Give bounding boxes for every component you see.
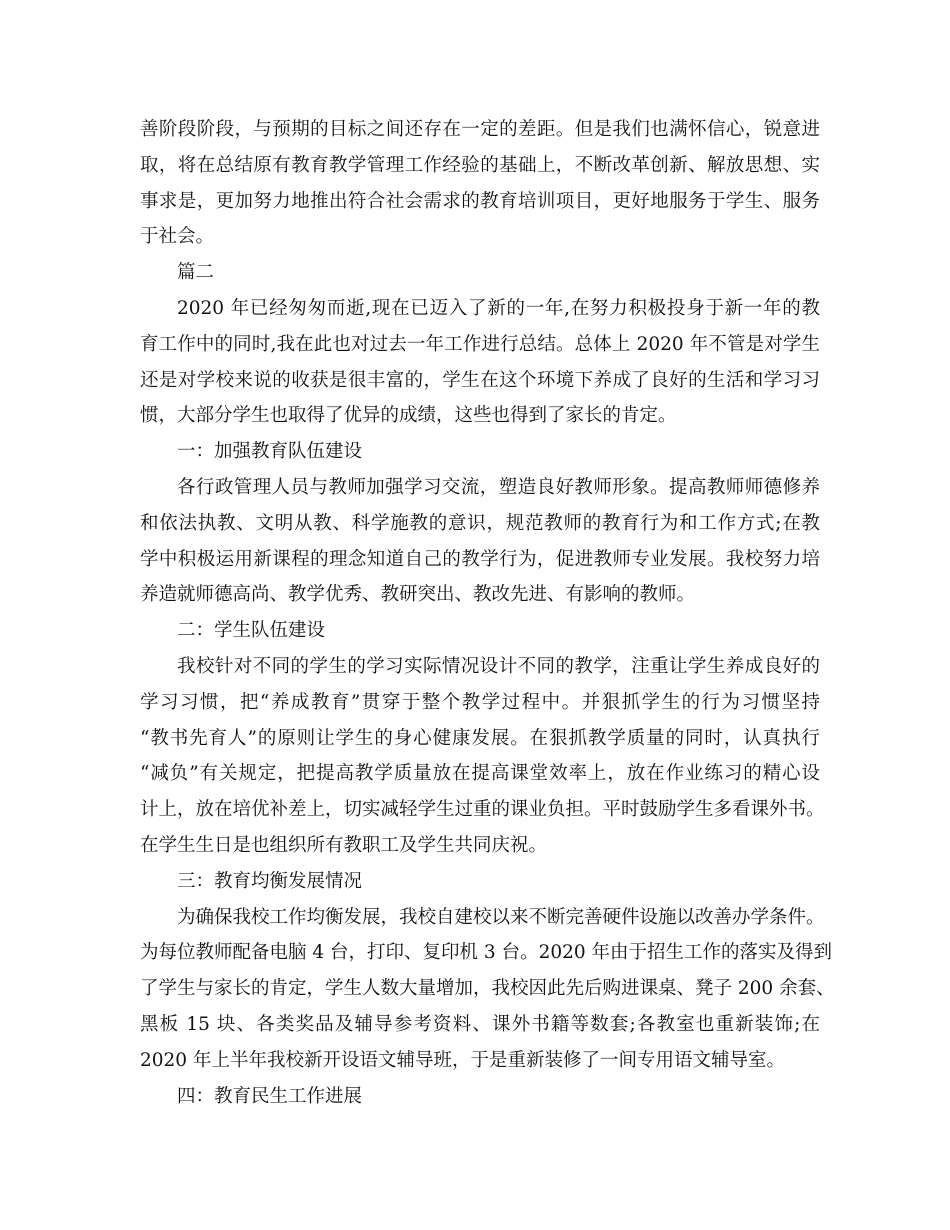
body-line: 事求是，更加努力地推出符合社会需求的教育培训项目，更好地服务于学生、服务 bbox=[140, 190, 820, 212]
body-line: 了学生与家长的肯定，学生人数大量增加，我校因此先后购进课桌、凳子 200 余套、 bbox=[140, 978, 835, 1000]
body-line: 各行政管理人员与教师加强学习交流，塑造良好教师形象。提高教师师德修养 bbox=[177, 476, 820, 498]
body-line: 为确保我校工作均衡发展，我校自建校以来不断完善硬件设施以改善办学条件。 bbox=[177, 906, 825, 928]
body-line: 学习习惯，把“养成教育”贯穿于整个教学过程中。并狠抓学生的行为习惯坚持 bbox=[140, 691, 820, 713]
body-line: 在学生生日是也组织所有教职工及学生共同庆祝。 bbox=[140, 834, 548, 856]
body-line: 养造就师德高尚、教学优秀、教研突出、教改先进、有影响的教师。 bbox=[140, 584, 696, 606]
body-line: 2020 年上半年我校新开设语文辅导班，于是重新装修了一间专用语文辅导室。 bbox=[140, 1049, 785, 1071]
body-line: 于社会。 bbox=[140, 226, 215, 248]
body-line: 学中积极运用新课程的理念知道自己的教学行为，促进教师专业发展。我校努力培 bbox=[140, 548, 820, 570]
body-line: 和依法执教、文明从教、科学施教的意识，规范教师的教育行为和工作方式;在教 bbox=[140, 512, 820, 534]
body-line: 善阶段阶段，与预期的目标之间还存在一定的差距。但是我们也满怀信心，锐意进 bbox=[140, 119, 820, 140]
body-line: “教书先育人”的原则让学生的身心健康发展。在狠抓教学质量的同时，认真执行 bbox=[140, 727, 820, 749]
body-line: 育工作中的同时,我在此也对过去一年工作进行总结。总体上 2020 年不管是对学生 bbox=[140, 333, 820, 355]
body-line: 2020 年已经匆匆而逝,现在已迈入了新的一年,在努力积极投身于新一年的教 bbox=[177, 297, 820, 319]
section-heading-1: 一：加强教育队伍建设 bbox=[177, 441, 363, 463]
body-line: 取，将在总结原有教育教学管理工作经验的基础上，不断改革创新、解放思想、实 bbox=[140, 154, 820, 176]
body-line: 为每位教师配备电脑 4 台，打印、复印机 3 台。2020 年由于招生工作的落实及得到 bbox=[140, 942, 833, 964]
document-body bbox=[140, 112, 835, 1114]
section-heading-3: 三：教育均衡发展情况 bbox=[177, 870, 363, 892]
body-line: 我校针对不同的学生的学习实际情况设计不同的教学，注重让学生养成良好的 bbox=[177, 655, 820, 677]
body-line: 计上，放在培优补差上，切实减轻学生过重的课业负担。平时鼓励学生多看课外书。 bbox=[140, 799, 825, 821]
body-line: 惯，大部分学生也取得了优异的成绩，这些也得到了家长的肯定。 bbox=[140, 405, 677, 427]
section-heading-pian-er: 篇二 bbox=[177, 262, 215, 284]
body-line: 黑板 15 块、各类奖品及辅导参考资料、课外书籍等数套;各教室也重新装饰;在 bbox=[140, 1013, 820, 1035]
section-heading-2: 二：学生队伍建设 bbox=[177, 620, 326, 642]
body-line: “减负”有关规定，把提高教学质量放在提高课堂效率上，放在作业练习的精心设 bbox=[140, 763, 820, 785]
section-heading-4: 四：教育民生工作进展 bbox=[177, 1085, 363, 1107]
body-line: 还是对学校来说的收获是很丰富的，学生在这个环境下养成了良好的生活和学习习 bbox=[140, 369, 820, 391]
